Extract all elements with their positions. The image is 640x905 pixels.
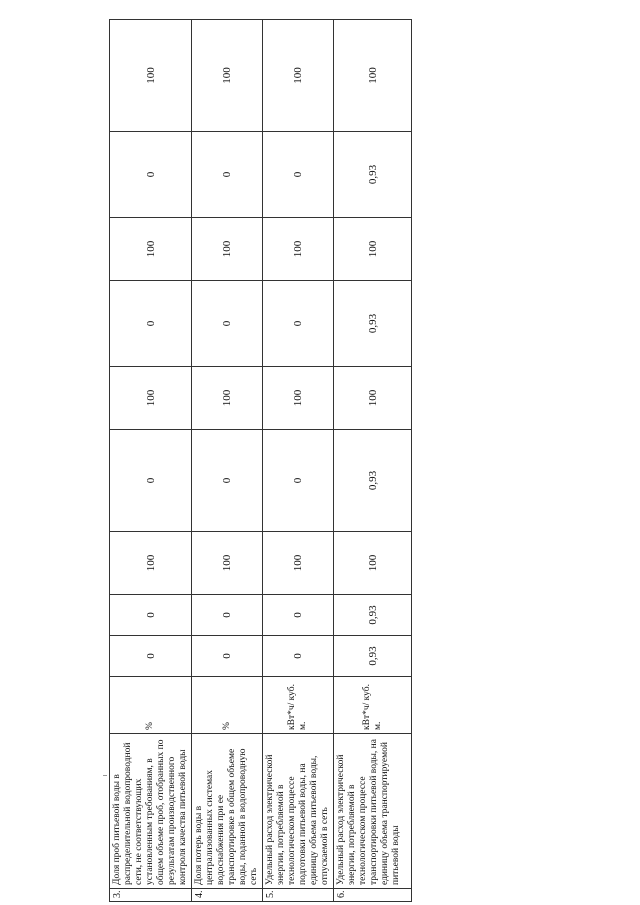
table-row <box>110 20 192 902</box>
value-cell: 100 <box>110 367 192 430</box>
value-cell: 100 <box>110 218 192 281</box>
value-cell: 100 <box>334 20 412 132</box>
value-cell: 100 <box>192 218 263 281</box>
value-cell: 0 <box>263 281 334 367</box>
value-cell: 0 <box>110 430 192 532</box>
table-row <box>263 20 334 902</box>
value-cell: 0 <box>110 281 192 367</box>
value-cell: 0 <box>192 595 263 636</box>
value-cell: 0 <box>263 636 334 677</box>
value-cell: 0 <box>263 430 334 532</box>
value-cell: 100 <box>263 532 334 595</box>
unit-cell: % <box>110 677 192 734</box>
unit-cell: кВт*ч/ куб. м. <box>334 677 412 734</box>
margin-mark <box>103 775 107 776</box>
indicator-name: Удельный расход электрической энергии, потребляемой в технологическом процессе подготовки питьевой воды, на единицу объема питьевой воды, отпускаемой в сеть <box>263 734 334 889</box>
value-cell: 0 <box>110 636 192 677</box>
rotated-table-page <box>109 20 401 902</box>
unit-cell: кВт*ч/ куб. м. <box>263 677 334 734</box>
value-cell: 100 <box>263 20 334 132</box>
indicator-name: Доля потерь воды в централизованных системах водоснабжения при ее транспортировке в общем объеме воды, поданной в водопроводную сеть <box>192 734 263 889</box>
value-cell: 0,93 <box>334 636 412 677</box>
table-row <box>334 20 412 902</box>
value-cell: 0 <box>263 132 334 218</box>
value-cell: 100 <box>110 20 192 132</box>
value-cell: 0 <box>192 636 263 677</box>
value-cell: 100 <box>263 367 334 430</box>
indicator-table <box>109 19 412 902</box>
row-number: 6. <box>334 889 412 902</box>
value-cell: 0,93 <box>334 281 412 367</box>
value-cell: 0 <box>110 595 192 636</box>
value-cell: 100 <box>192 20 263 132</box>
value-cell: 100 <box>334 532 412 595</box>
value-cell: 100 <box>110 532 192 595</box>
value-cell: 100 <box>192 367 263 430</box>
row-number: 4. <box>192 889 263 902</box>
value-cell: 0 <box>192 430 263 532</box>
value-cell: 0 <box>192 281 263 367</box>
unit-cell: % <box>192 677 263 734</box>
indicator-name: Удельный расход электрической энергии, потребляемой в технологическом процессе транспортировки питьевой воды, на единицу объема транспортируемой питьевой воды <box>334 734 412 889</box>
value-cell: 100 <box>334 367 412 430</box>
value-cell: 0,93 <box>334 595 412 636</box>
table-row <box>192 20 263 902</box>
value-cell: 0 <box>110 132 192 218</box>
value-cell: 0 <box>192 132 263 218</box>
value-cell: 100 <box>192 532 263 595</box>
value-cell: 0,93 <box>334 132 412 218</box>
row-number: 3. <box>110 889 192 902</box>
value-cell: 100 <box>263 218 334 281</box>
value-cell: 100 <box>334 218 412 281</box>
value-cell: 0,93 <box>334 430 412 532</box>
indicator-name: Доля проб питьевой воды в распределительной водопроводной сети, не соответствующих установленным требованиям, в общем объеме проб, отобранных по результатам производственного контроля качества питьевой воды <box>110 734 192 889</box>
value-cell: 0 <box>263 595 334 636</box>
row-number: 5. <box>263 889 334 902</box>
